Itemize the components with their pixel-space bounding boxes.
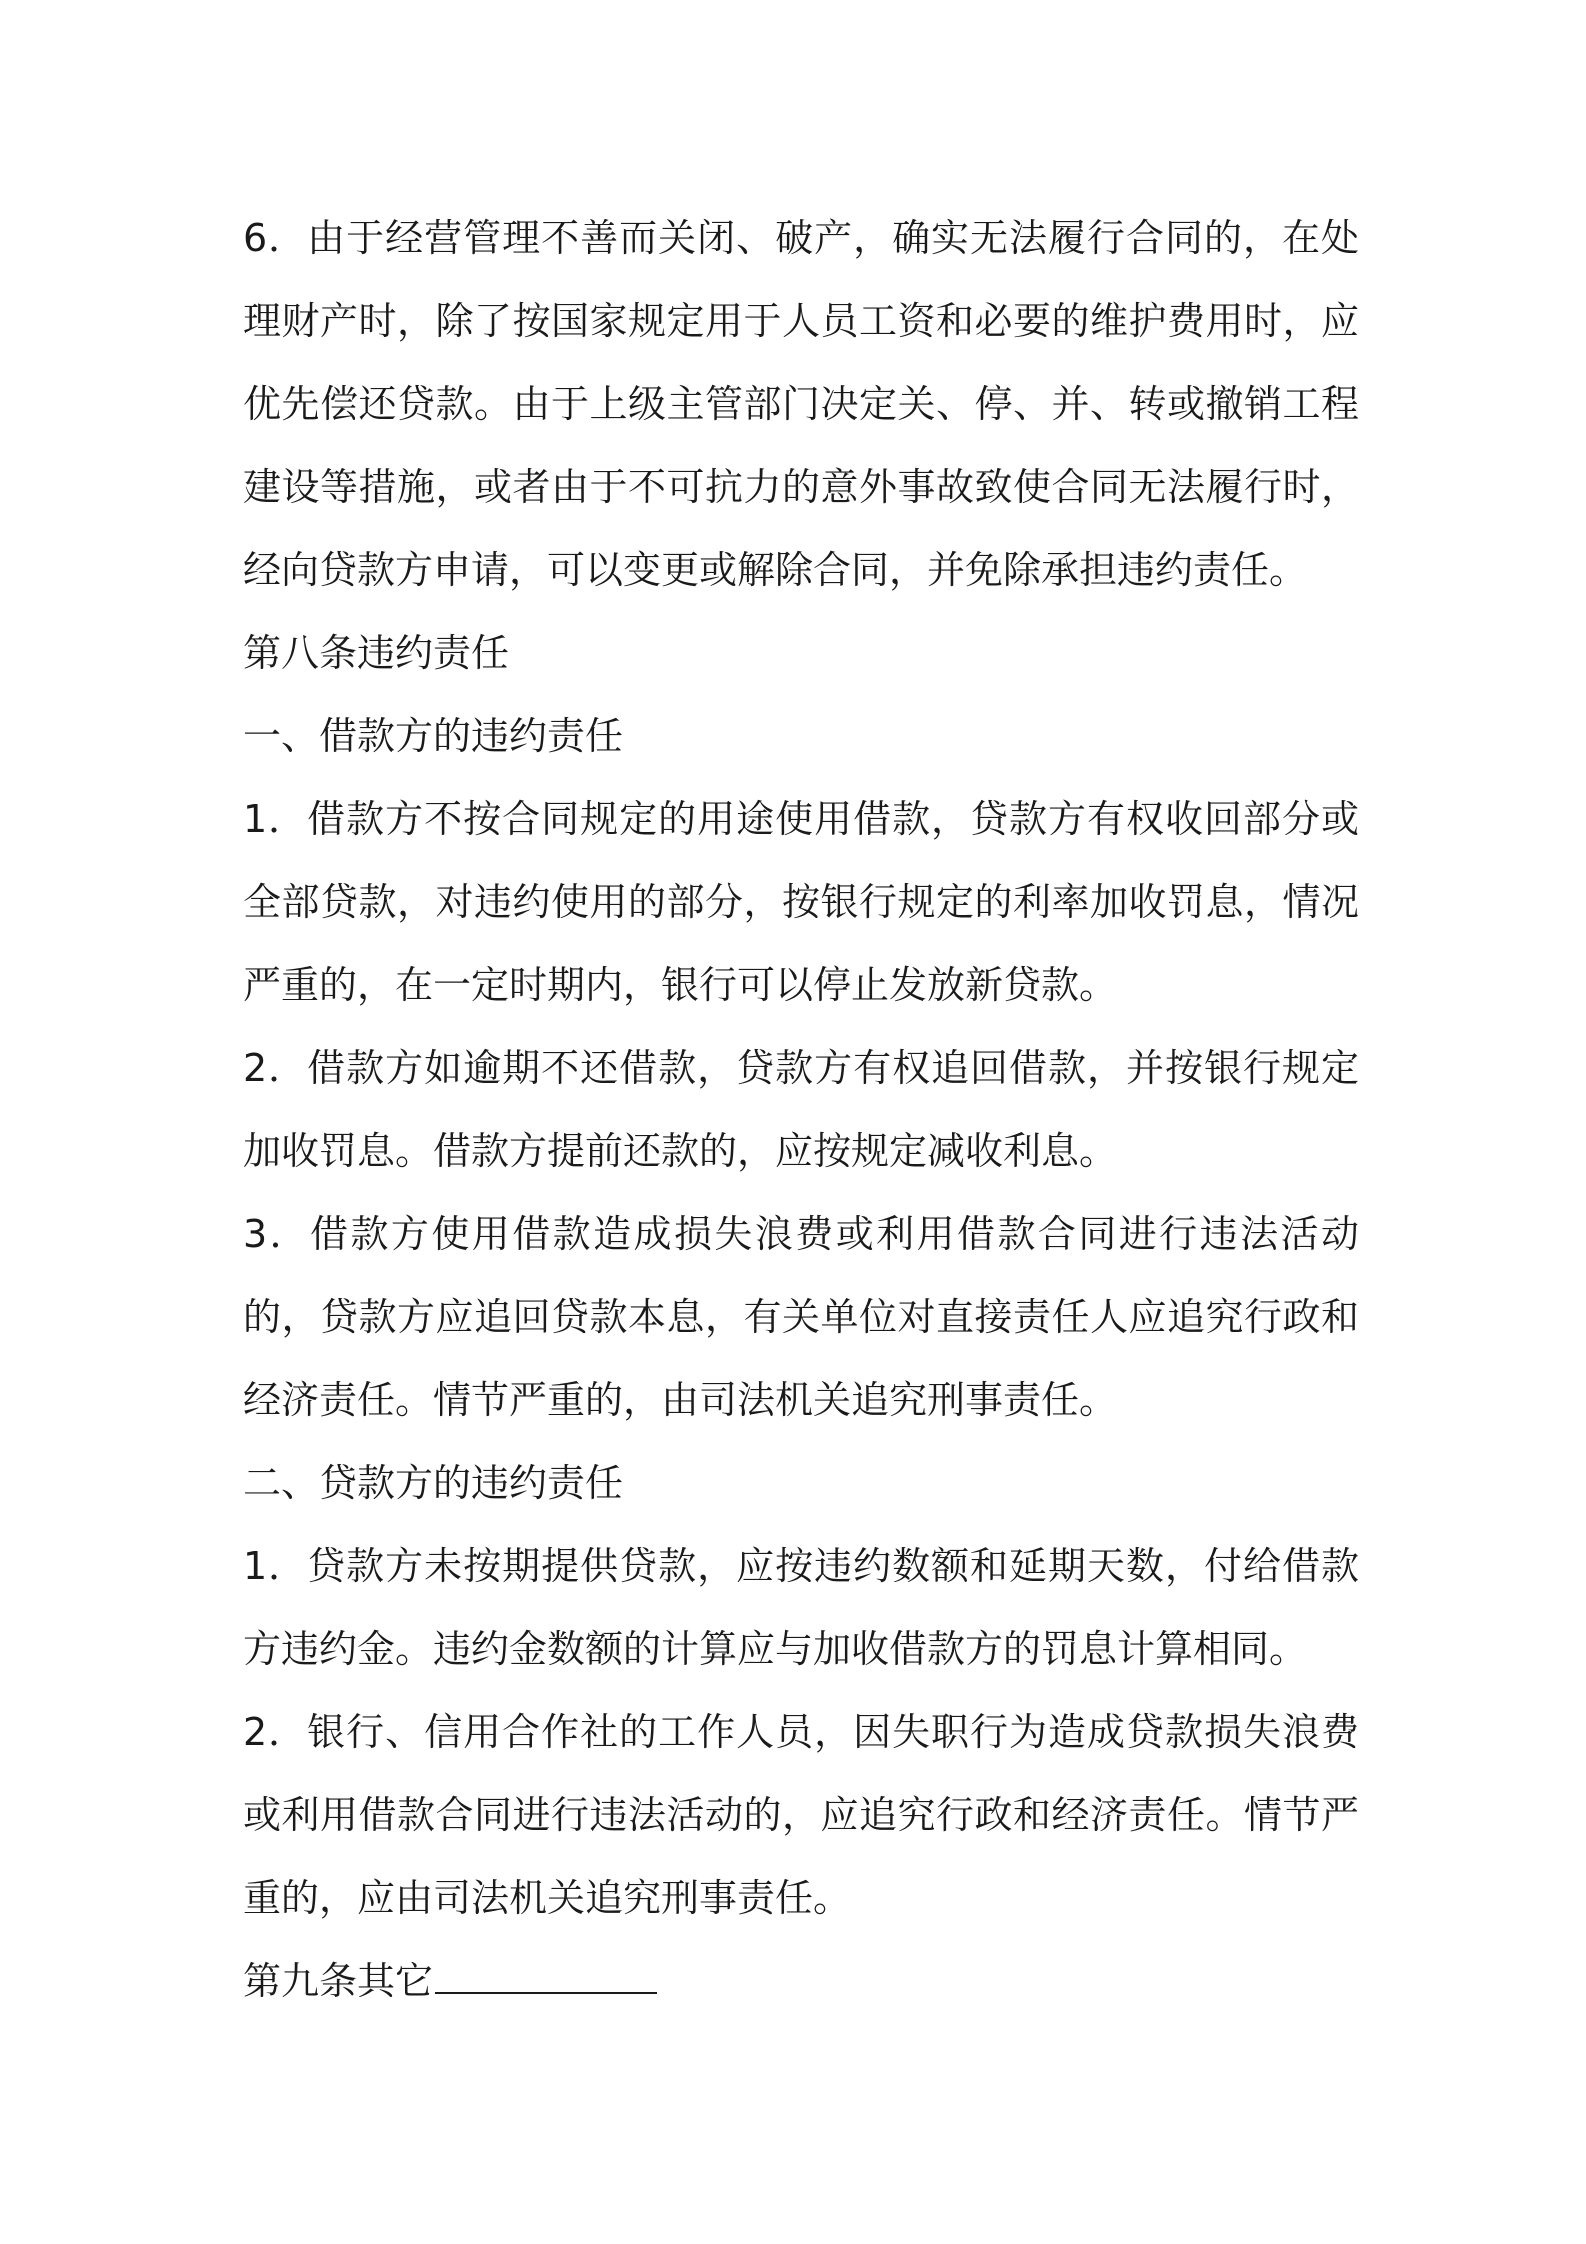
borrower-item-2: 2．借款方如逾期不还借款，贷款方有权追回借款，并按银行规定加收罚息。借款方提前还款的，应按规定减收利息。 bbox=[243, 1046, 1359, 1173]
paragraph-item-6: 6．由于经营管理不善而关闭、破产，确实无法履行合同的，在处理财产时，除了按国家规定用于人员工资和必要的维护费用时，应优先偿还贷款。由于上级主管部门决定关、停、并、转或撤销工程建设等措施，或者由于不可抗力的意外事故致使合同无法履行时，经向贷款方申请，可以变更或解除合同，并免除承担违约责任。 bbox=[243, 216, 1359, 592]
lender-item-1: 1．贷款方未按期提供贷款，应按违约数额和延期天数，付给借款方违约金。违约金数额的计算应与加收借款方的罚息计算相同。 bbox=[243, 1544, 1359, 1671]
article-8-heading: 第八条违约责任 bbox=[243, 631, 510, 675]
article-9-line bbox=[243, 1940, 1359, 2023]
article-9-blank-line bbox=[435, 1962, 657, 1994]
borrower-item-1: 1．借款方不按合同规定的用途使用借款，贷款方有权收回部分或全部贷款，对违约使用的部分，按银行规定的利率加收罚息，情况严重的，在一定时期内，银行可以停止发放新贷款。 bbox=[243, 797, 1359, 1007]
lender-item-2: 2．银行、信用合作社的工作人员，因失职行为造成贷款损失浪费或利用借款合同进行违法活动的，应追究行政和经济责任。情节严重的，应由司法机关追究刑事责任。 bbox=[243, 1710, 1359, 1920]
section-lender-heading: 二、贷款方的违约责任 bbox=[243, 1461, 624, 1505]
article-9-heading: 第九条其它 bbox=[243, 1959, 434, 2003]
borrower-item-3: 3．借款方使用借款造成损失浪费或利用借款合同进行违法活动的，贷款方应追回贷款本息，有关单位对直接责任人应追究行政和经济责任。情节严重的，由司法机关追究刑事责任。 bbox=[243, 1212, 1359, 1422]
document-body bbox=[243, 197, 1359, 2023]
section-borrower-heading: 一、借款方的违约责任 bbox=[243, 714, 624, 758]
